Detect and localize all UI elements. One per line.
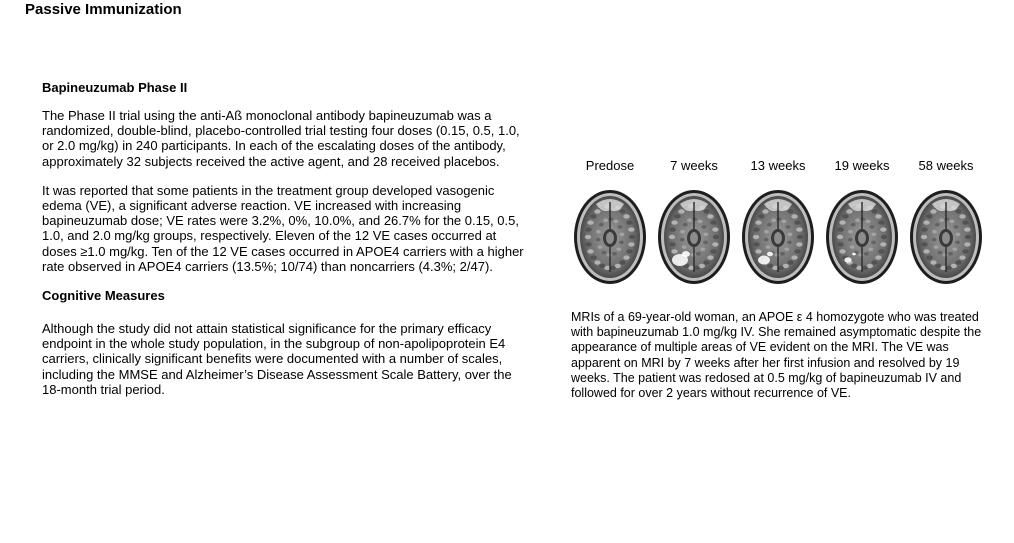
mri-label-58-weeks: 58 weeks — [918, 158, 974, 173]
figure-caption: MRIs of a 69-year-old woman, an APOE ε 4 homozygote who was treated with bapineuzumab 1.0 mg/kg IV. She remained asymptomatic despite the appearance of multiple areas of VE evident on the MRI. The VE was apparent on MRI by 7 weeks after her first infusion and resolved by 19 weeks. The patient was redosed at 0.5 mg/kg of bapineuzumab IV and followed for over 2 years without recurrence of VE. — [571, 310, 982, 401]
mri-scan-13-weeks — [736, 188, 820, 288]
mri-scan-58-weeks — [904, 188, 988, 288]
mri-scan-7-weeks — [652, 188, 736, 288]
section-heading-bapineuzumab: Bapineuzumab Phase II — [42, 80, 188, 95]
mri-image-row — [568, 188, 993, 288]
mri-label-13-weeks: 13 weeks — [750, 158, 806, 173]
paragraph-cognitive-results: Although the study did not attain statistical significance for the primary efficacy endpoint in the whole study population, in the subgroup of non-apolipoprotein E4 carriers, clinically significant benefits were documented with a number of scales, including the MMSE and Alzheimer’s Disease Assessment Scale Battery, over the 18-month trial period. — [42, 321, 512, 397]
mri-label-19-weeks: 19 weeks — [834, 158, 890, 173]
page-title: Passive Immunization — [25, 1, 182, 18]
section-heading-cognitive: Cognitive Measures — [42, 288, 165, 304]
mri-timepoint-labels — [568, 158, 993, 174]
mri-label-predose: Predose — [585, 158, 635, 173]
paragraph-trial-design: The Phase II trial using the anti-Aß monoclonal antibody bapineuzumab was a randomized, double-blind, placebo-controlled trial testing four doses (0.15, 0.5, 1.0, or 2.0 mg/kg) in 240 participants. In each of the escalating doses of the antibody, approximately 32 subjects received the active agent, and 28 received placebos. — [42, 108, 520, 169]
mri-label-7-weeks: 7 weeks — [670, 158, 718, 173]
mri-scan-19-weeks — [820, 188, 904, 288]
mri-figure — [568, 158, 993, 288]
mri-scan-predose — [568, 188, 652, 288]
article-body — [42, 80, 534, 397]
paragraph-vasogenic-edema: It was reported that some patients in the treatment group developed vasogenic edema (VE), a significant adverse reaction. VE increased with increasing bapineuzumab dose; VE rates were 3.2%, 0%, 10.0%, and 26.7% for the 0.15, 0.5, 1.0, and 2.0 mg/kg groups, respectively. Eleven of the 12 VE cases occurred at doses ≥1.0 mg/kg. Ten of the 12 VE cases occurred in APOE4 carriers with a higher rate observed in APOE4 carriers (13.5%; 10/74) than noncarriers (4.3%; 2/47). — [42, 182, 524, 274]
